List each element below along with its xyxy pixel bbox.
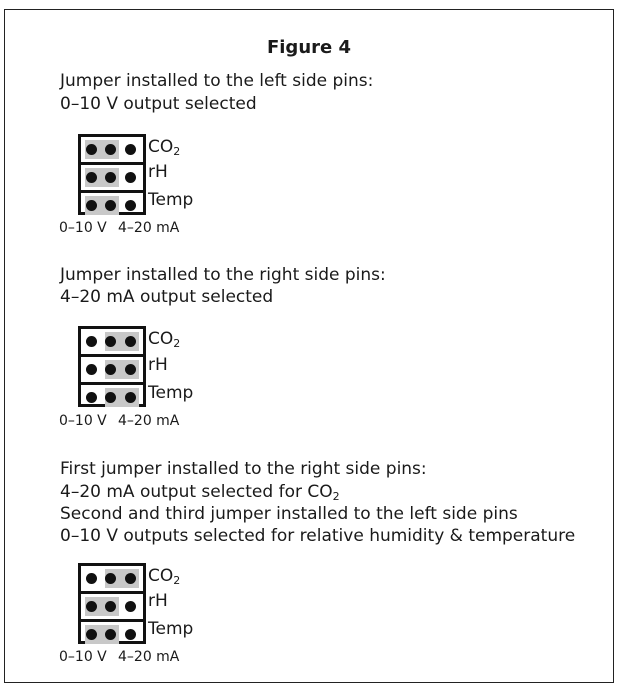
pin-2 (105, 200, 116, 211)
rh-label: rH (148, 162, 168, 182)
co2-label: $CO_2$ (148, 329, 181, 350)
pin-1 (86, 172, 97, 183)
jumper-block-2 (78, 326, 146, 407)
pin-3 (125, 629, 136, 640)
section-3-line-2: 4–20 mA output selected for $CO_2$ (60, 482, 340, 503)
section-1-line-2: 0–10 V output selected (60, 94, 257, 114)
rh-label: rH (148, 591, 168, 611)
section-2-line-2: 4–20 mA output selected (60, 287, 274, 307)
pin-row-co2 (81, 329, 143, 354)
footer-current-label: 4–20 mA (118, 220, 180, 236)
footer-voltage-label: 0–10 V (59, 649, 107, 665)
section-2-line-1: Jumper installed to the right side pins: (60, 265, 386, 285)
pin-2 (105, 172, 116, 183)
footer-voltage-label: 0–10 V (59, 413, 107, 429)
pin-row-rh (81, 162, 143, 190)
pin-1 (86, 200, 97, 211)
pin-2 (105, 364, 116, 375)
pin-2 (105, 601, 116, 612)
pin-2 (105, 336, 116, 347)
pin-1 (86, 392, 97, 403)
pin-3 (125, 601, 136, 612)
pin-1 (86, 601, 97, 612)
pin-row-co2 (81, 137, 143, 162)
footer-voltage-label: 0–10 V (59, 220, 107, 236)
pin-row-co2 (81, 566, 143, 591)
footer-current-label: 4–20 mA (118, 649, 180, 665)
temp-label: Temp (148, 619, 194, 639)
pin-2 (105, 573, 116, 584)
section-3-line-3: Second and third jumper installed to the left side pins (60, 504, 518, 524)
section-1-line-1: Jumper installed to the left side pins: (60, 71, 374, 91)
section-3-line-4: 0–10 V outputs selected for relative humidity & temperature (60, 526, 576, 546)
pin-3 (125, 364, 136, 375)
pin-1 (86, 629, 97, 640)
jumper-block-3 (78, 563, 146, 644)
pin-2 (105, 392, 116, 403)
pin-row-temp (81, 382, 143, 407)
co2-label: $CO_2$ (148, 137, 181, 158)
temp-label: Temp (148, 383, 194, 403)
section-3-line-1: First jumper installed to the right side pins: (60, 459, 427, 479)
pin-2 (105, 144, 116, 155)
pin-3 (125, 200, 136, 211)
pin-1 (86, 573, 97, 584)
pin-row-temp (81, 619, 143, 644)
co2-label: $CO_2$ (148, 566, 181, 587)
pin-row-rh (81, 354, 143, 382)
pin-row-rh (81, 591, 143, 619)
pin-1 (86, 336, 97, 347)
pin-2 (105, 629, 116, 640)
pin-3 (125, 392, 136, 403)
pin-3 (125, 144, 136, 155)
temp-label: Temp (148, 190, 194, 210)
pin-row-temp (81, 190, 143, 215)
pin-1 (86, 144, 97, 155)
pin-3 (125, 172, 136, 183)
figure-title: Figure 4 (266, 37, 352, 58)
jumper-block-1 (78, 134, 146, 215)
pin-3 (125, 573, 136, 584)
pin-3 (125, 336, 136, 347)
rh-label: rH (148, 355, 168, 375)
pin-1 (86, 364, 97, 375)
footer-current-label: 4–20 mA (118, 413, 180, 429)
